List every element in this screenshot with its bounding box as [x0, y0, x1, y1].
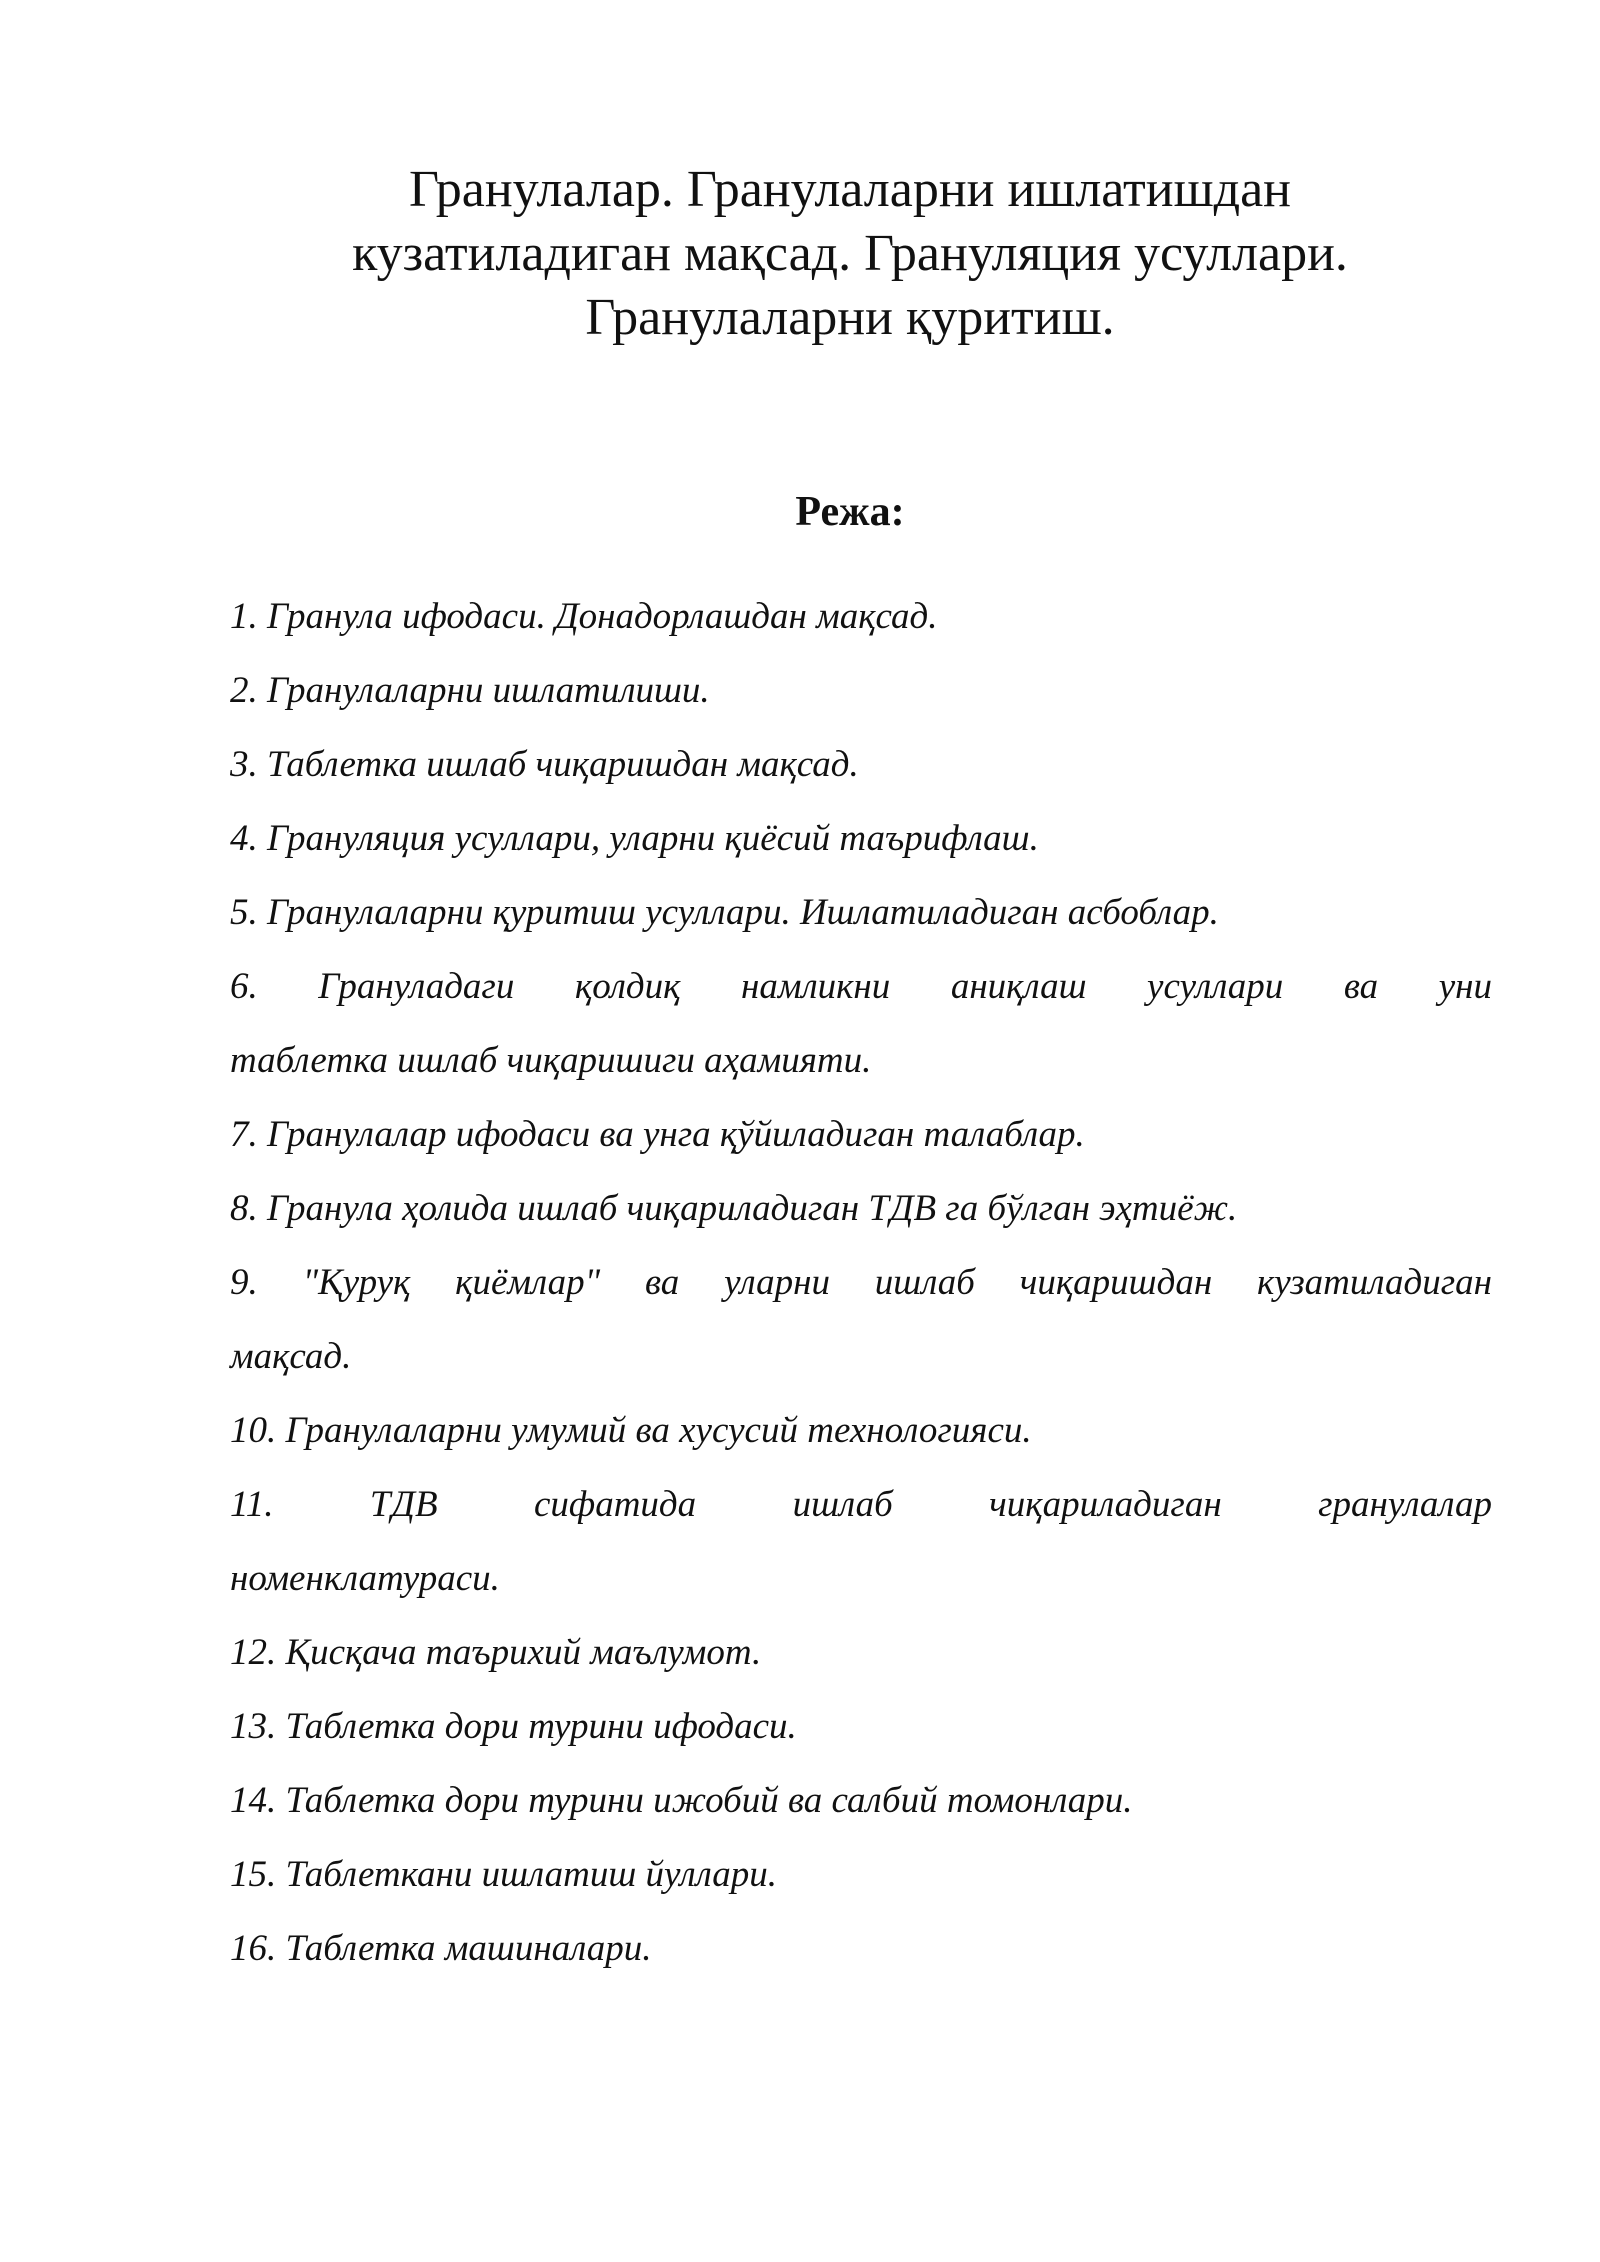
plan-item-1: 1. Гранула ифодаси. Донадорлашдан мақсад. — [230, 596, 938, 637]
title-line-2: кузатиладиган мақсад. Грануляция усуллари. — [352, 225, 1348, 282]
title-line-1: Гранулалар. Гранулаларни ишлатишдан — [408, 161, 1292, 218]
document-title — [200, 158, 1500, 350]
plan-item-11 — [230, 1468, 1492, 1616]
plan-item-13: 13. Таблетка дори турини ифодаси. — [230, 1706, 797, 1747]
plan-heading: Режа: — [795, 489, 905, 535]
plan-item-5: 5. Гранулаларни қуритиш усуллари. Ишлатиладиган асбоблар. — [230, 892, 1219, 933]
plan-item-10: 10. Гранулаларни умумий ва хусусий технологияси. — [230, 1410, 1032, 1451]
plan-item-8: 8. Гранула ҳолида ишлаб чиқариладиган ТДВ га бўлган эҳтиёж. — [230, 1188, 1238, 1229]
plan-item-4: 4. Грануляция усуллари, уларни қиёсий таърифлаш. — [230, 818, 1039, 859]
plan-item-12: 12. Қисқача таърихий маълумот. — [230, 1632, 762, 1673]
plan-item-9-line-2: мақсад. — [230, 1336, 352, 1377]
plan-item-3: 3. Таблетка ишлаб чиқаришдан мақсад. — [230, 744, 859, 785]
plan-item-16: 16. Таблетка машиналари. — [230, 1928, 652, 1969]
plan-list — [230, 580, 1492, 1986]
plan-item-6-line-2: таблетка ишлаб чиқаришиги аҳамияти. — [230, 1040, 872, 1081]
plan-item-6 — [230, 950, 1492, 1098]
plan-item-2: 2. Гранулаларни ишлатилиши. — [230, 670, 710, 711]
plan-item-11-line-2: номенклатураси. — [230, 1558, 500, 1599]
title-line-3: Гранулаларни қуритиш. — [585, 289, 1115, 346]
plan-item-6-line-1: 6. Грануладаги қолдиқ намликни аниқлаш усуллари ва уни — [230, 966, 1492, 1007]
plan-item-9 — [230, 1246, 1492, 1394]
plan-item-15: 15. Таблеткани ишлатиш йуллари. — [230, 1854, 777, 1895]
plan-item-9-line-1: 9. "Қуруқ қиёмлар" ва уларни ишлаб чиқаришдан кузатиладиган — [230, 1262, 1492, 1303]
plan-item-14: 14. Таблетка дори турини ижобий ва салбий томонлари. — [230, 1780, 1133, 1821]
plan-item-11-line-1: 11. ТДВ сифатида ишлаб чиқариладиган гранулалар — [230, 1484, 1492, 1525]
plan-item-7: 7. Гранулалар ифодаси ва унга қўйиладиган талаблар. — [230, 1114, 1085, 1155]
